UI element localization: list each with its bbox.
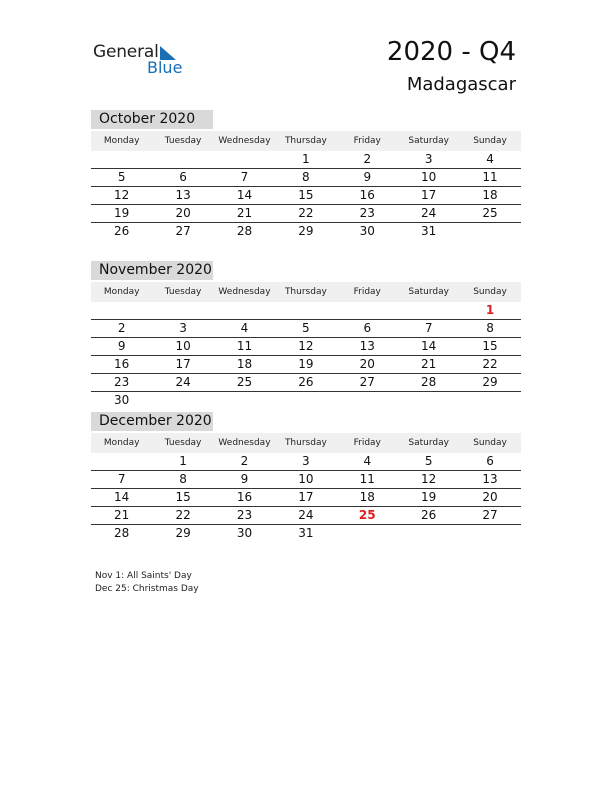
date-cell: 10 — [298, 472, 314, 486]
date-cell: 9 — [240, 472, 249, 486]
date-cell: 9 — [363, 170, 372, 184]
date-cell: 7 — [424, 321, 433, 335]
date-cell: 22 — [298, 206, 314, 220]
date-cell: 6 — [363, 321, 372, 335]
date-cell — [398, 392, 459, 409]
weekday-label: Monday — [103, 287, 140, 297]
date-cell — [91, 151, 152, 168]
date-cell — [459, 525, 520, 542]
logo-general-text: General — [93, 42, 159, 62]
page-title: 2020 - Q4 — [386, 37, 516, 67]
week-row — [91, 489, 521, 507]
month-december — [91, 410, 521, 542]
date-cell: 11 — [359, 472, 375, 486]
date-cell: 8 — [179, 472, 187, 486]
date-cell: 28 — [236, 224, 253, 238]
date-cell: 4 — [363, 454, 372, 468]
date-cell: 2 — [363, 152, 372, 166]
date-cell — [152, 302, 213, 319]
date-cell: 23 — [359, 206, 375, 220]
date-cell: 29 — [482, 375, 498, 389]
weekday-label: Wednesday — [218, 438, 271, 448]
weekday-label: Tuesday — [164, 438, 202, 448]
date-cell: 7 — [240, 170, 249, 184]
date-cell — [214, 151, 275, 168]
logo — [93, 42, 193, 78]
holiday-notes — [95, 570, 199, 596]
date-cell: 2 — [117, 321, 126, 335]
date-cell: 13 — [175, 188, 191, 202]
weekday-label: Saturday — [408, 136, 449, 146]
holiday-note: Dec 25: Christmas Day — [95, 584, 199, 594]
date-cell: 6 — [179, 170, 187, 184]
date-cell: 21 — [114, 508, 130, 522]
date-cell: 16 — [114, 357, 130, 371]
date-cell: 27 — [482, 508, 498, 522]
date-cell — [91, 302, 152, 319]
weekday-label: Thursday — [284, 136, 327, 146]
date-cell: 10 — [175, 339, 191, 353]
date-cell: 1 — [179, 454, 187, 468]
date-cell — [91, 453, 152, 470]
date-cell — [152, 392, 213, 409]
calendar-grid — [91, 433, 521, 542]
date-cell: 3 — [302, 454, 310, 468]
week-row — [91, 320, 521, 338]
weekday-label: Sunday — [473, 438, 507, 448]
date-cell: 23 — [236, 508, 253, 522]
date-cell: 31 — [298, 526, 314, 540]
date-cell: 28 — [421, 375, 437, 389]
week-row — [91, 338, 521, 356]
date-cell: 18 — [359, 490, 375, 504]
date-cell: 23 — [114, 375, 130, 389]
date-cell: 10 — [421, 170, 437, 184]
date-cell — [152, 151, 213, 168]
date-cell: 13 — [482, 472, 498, 486]
date-cell — [398, 525, 459, 542]
date-cell: 31 — [421, 224, 437, 238]
date-cell: 18 — [236, 357, 253, 371]
date-cell: 19 — [114, 206, 130, 220]
date-cell: 7 — [117, 472, 126, 486]
holiday-date-cell: 1 — [485, 303, 495, 317]
date-cell: 14 — [236, 188, 253, 202]
date-cell: 9 — [117, 339, 126, 353]
month-name: December 2020 — [91, 412, 213, 431]
month-name: November 2020 — [91, 261, 213, 280]
date-cell: 30 — [359, 224, 375, 238]
weekday-header-row — [91, 433, 521, 453]
month-october — [91, 108, 521, 240]
weekday-label: Monday — [103, 136, 140, 146]
date-cell: 5 — [302, 321, 310, 335]
date-cell: 5 — [424, 454, 433, 468]
date-cell: 26 — [298, 375, 314, 389]
week-row — [91, 507, 521, 525]
logo-blue-text: Blue — [147, 58, 183, 77]
date-cell — [459, 392, 520, 409]
date-cell: 28 — [114, 526, 130, 540]
date-cell: 21 — [421, 357, 437, 371]
date-cell: 4 — [486, 152, 494, 166]
week-row — [91, 356, 521, 374]
date-cell: 14 — [421, 339, 437, 353]
date-cell: 24 — [298, 508, 314, 522]
date-cell: 11 — [236, 339, 253, 353]
date-cell: 12 — [298, 339, 314, 353]
date-cell: 22 — [482, 357, 498, 371]
weekday-label: Thursday — [284, 438, 327, 448]
date-cell: 27 — [175, 224, 191, 238]
date-cell: 20 — [359, 357, 375, 371]
date-cell: 22 — [175, 508, 191, 522]
weekday-label: Saturday — [408, 438, 449, 448]
weekday-label: Wednesday — [218, 136, 271, 146]
date-cell: 17 — [175, 357, 191, 371]
weekday-label: Tuesday — [164, 136, 202, 146]
date-cell — [337, 392, 398, 409]
date-cell — [214, 302, 275, 319]
weekday-label: Sunday — [473, 287, 507, 297]
weekday-label: Wednesday — [218, 287, 271, 297]
week-row — [91, 302, 521, 320]
date-cell: 20 — [482, 490, 498, 504]
date-cell — [275, 392, 336, 409]
date-cell: 1 — [302, 152, 310, 166]
date-cell: 17 — [298, 490, 314, 504]
date-cell: 29 — [175, 526, 191, 540]
date-cell: 15 — [298, 188, 314, 202]
week-row — [91, 169, 521, 187]
date-cell: 25 — [482, 206, 498, 220]
weekday-label: Tuesday — [164, 287, 202, 297]
date-cell: 16 — [359, 188, 375, 202]
date-cell: 20 — [175, 206, 191, 220]
calendar-grid — [91, 282, 521, 409]
weekday-label: Friday — [353, 438, 381, 448]
week-row — [91, 453, 521, 471]
week-row — [91, 392, 521, 409]
date-cell: 12 — [421, 472, 437, 486]
date-cell: 30 — [114, 393, 130, 407]
weekday-label: Sunday — [473, 136, 507, 146]
date-cell: 26 — [421, 508, 437, 522]
date-cell: 5 — [117, 170, 126, 184]
date-cell: 27 — [359, 375, 375, 389]
date-cell: 6 — [486, 454, 494, 468]
date-cell — [459, 223, 520, 240]
date-cell: 24 — [175, 375, 191, 389]
date-cell: 29 — [298, 224, 314, 238]
week-row — [91, 151, 521, 169]
date-cell: 15 — [175, 490, 191, 504]
date-cell: 26 — [114, 224, 130, 238]
date-cell: 25 — [236, 375, 253, 389]
date-cell: 8 — [302, 170, 310, 184]
week-row — [91, 374, 521, 392]
date-cell: 24 — [421, 206, 437, 220]
weekday-header-row — [91, 131, 521, 151]
date-cell: 12 — [114, 188, 130, 202]
date-cell: 19 — [298, 357, 314, 371]
calendar-grid — [91, 131, 521, 240]
weekday-label: Thursday — [284, 287, 327, 297]
date-cell: 3 — [424, 152, 433, 166]
date-cell: 18 — [482, 188, 498, 202]
date-cell: 11 — [482, 170, 498, 184]
date-cell: 2 — [240, 454, 249, 468]
date-cell: 15 — [482, 339, 498, 353]
week-row — [91, 471, 521, 489]
date-cell — [214, 392, 275, 409]
weekday-label: Monday — [103, 438, 140, 448]
week-row — [91, 205, 521, 223]
date-cell: 4 — [240, 321, 249, 335]
month-name: October 2020 — [91, 110, 213, 129]
week-row — [91, 187, 521, 205]
weekday-label: Saturday — [408, 287, 449, 297]
month-november — [91, 259, 521, 409]
date-cell: 3 — [179, 321, 187, 335]
date-cell: 19 — [421, 490, 437, 504]
date-cell — [337, 302, 398, 319]
weekday-label: Friday — [353, 287, 381, 297]
country-name: Madagascar — [406, 74, 516, 95]
date-cell: 17 — [421, 188, 437, 202]
week-row — [91, 525, 521, 542]
date-cell — [398, 302, 459, 319]
date-cell: 8 — [486, 321, 494, 335]
weekday-header-row — [91, 282, 521, 302]
holiday-date-cell: 25 — [358, 508, 376, 522]
week-row — [91, 223, 521, 240]
holiday-note: Nov 1: All Saints' Day — [95, 571, 192, 581]
date-cell — [337, 525, 398, 542]
date-cell — [275, 302, 336, 319]
date-cell: 21 — [236, 206, 253, 220]
weekday-label: Friday — [353, 136, 381, 146]
date-cell: 14 — [114, 490, 130, 504]
date-cell: 13 — [359, 339, 375, 353]
date-cell: 30 — [236, 526, 253, 540]
date-cell: 16 — [236, 490, 253, 504]
